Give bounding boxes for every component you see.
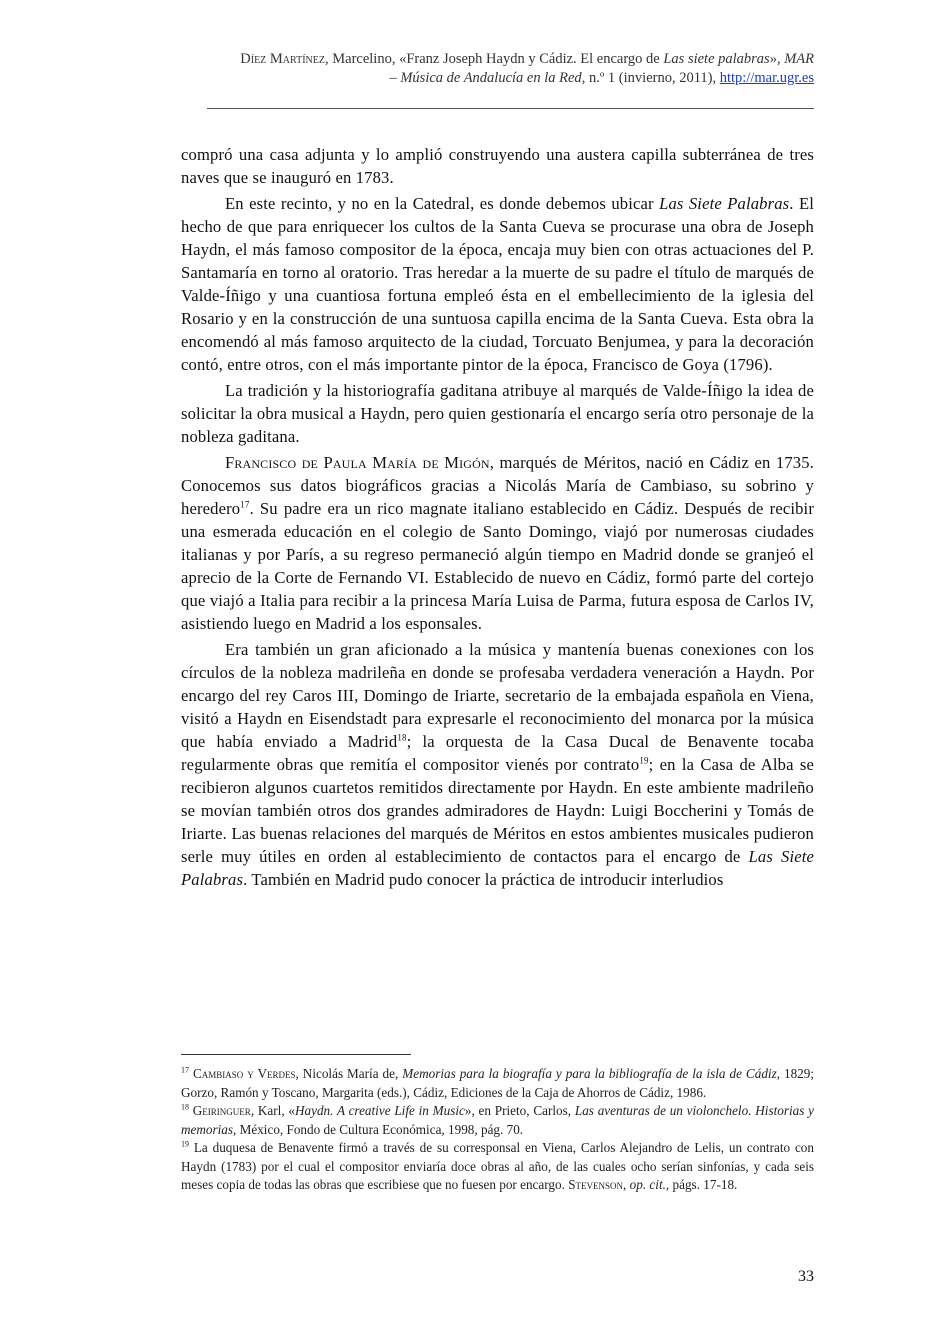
running-header: [150, 50, 814, 88]
paragraph-4-text-a: , marqués de Méritos, nació en Cádiz en 1735. Conocemos sus datos biográficos gracias a Nicolás María de Cambiaso, su sobrino y heredero: [181, 453, 814, 518]
footnote-text: , 1829; Gorzo, Ramón y Toscano, Margarita (eds.), Cádiz, Ediciones de la Caja de Ahorros de Cádiz, 1986.: [181, 1066, 815, 1100]
paragraph-5: [181, 638, 814, 891]
header-journal: MAR: [784, 51, 814, 67]
header-issue: , n.º 1 (invierno, 2011),: [581, 70, 720, 86]
footnote-ref-18[interactable]: 18: [397, 732, 407, 743]
footnote-ref-19[interactable]: 19: [639, 755, 649, 766]
footnote-text: , págs. 17-18.: [665, 1177, 738, 1192]
paragraph-2-text-a: En este recinto, y no en la Catedral, es donde debemos ubicar: [225, 194, 660, 213]
footnote-author: Cambiaso y Verdes: [192, 1066, 296, 1081]
header-journal-subtitle: – Música de Andalucía en la Red: [389, 70, 582, 86]
header-divider: [207, 108, 814, 109]
header-line-1: [150, 50, 814, 69]
paragraph-3: La tradición y la historiografía gaditana atribuye al marqués de Valde-Íñigo la idea de solicitar la obra musical a Haydn, pero quien gestionaría el encargo sería otro personaje de la nobleza gaditana.: [181, 381, 814, 446]
footnote-17: [181, 1065, 814, 1102]
paragraph-5-text-a: Era también un gran aficionado a la música y mantenía buenas conexiones con los círculos de la nobleza madrileña en donde se profesaba verdadera veneración a Haydn. Por encargo del rey Caros III, Domingo de Iriarte, secretario de la embajada española en Viena, visitó a Haydn en Eisendstadt para expresarle el reconocimiento del monarca por la música que había enviado a Madrid: [181, 640, 814, 751]
work-title: Las Siete Palabras: [181, 847, 814, 889]
footnote-title: Memorias para la biografía y para la bibliografía de la isla de Cádiz: [402, 1066, 777, 1081]
paragraph-5-text-b: ; la orquesta de la Casa Ducal de Benavente tocaba regularmente obras que remitía el compositor vienés por contrato: [181, 732, 815, 774]
footnote-abbrev: op. cit.: [629, 1177, 666, 1192]
footnote-number: 19: [181, 1139, 189, 1149]
footnote-number: 17: [181, 1065, 189, 1075]
work-title: Las Siete Palabras: [659, 194, 790, 213]
footnote-title: Las aventuras de un violonchelo. Historias y memorias: [181, 1103, 814, 1137]
header-author-surname: Díez Martínez: [240, 51, 325, 67]
person-name: Francisco de Paula María de Migón: [225, 453, 490, 472]
footnotes: [181, 1065, 814, 1195]
header-url-link[interactable]: http://mar.ugr.es: [719, 70, 814, 86]
footnote-ref-17[interactable]: 17: [240, 499, 250, 510]
paragraph-4: [181, 451, 814, 635]
paragraph-5-text-d: . También en Madrid pudo conocer la práctica de introducir interludios: [243, 870, 724, 889]
footnote-divider: [181, 1054, 411, 1055]
header-line-2: [150, 69, 814, 88]
paragraph-5-text-c: ; en la Casa de Alba se recibieron algunos cuartetos remitidos directamente por Haydn. En este ambiente madrileño se movían también otros dos grandes admiradores de Haydn: Luigi Boccherini y Tomás de Iriarte. Las buenas relaciones del marqués de Méritos en estos ambientes musicales pudieron serle muy útiles en orden al establecimiento de contactos para el encargo de: [181, 755, 815, 866]
paragraph-2-text-b: . El hecho de que para enriquecer los cultos de la Santa Cueva se procurase una obra de Joseph Haydn, el más famoso compositor de la época, encaja muy bien con otras actuaciones del P. Santamaría en torno al oratorio. Tras heredar a la muerte de su padre el título de marqués de Valde-Íñigo y una cuantiosa fortuna empleó ésta en el embellecimiento de la iglesia del Rosario y en la construcción de una suntuosa capilla encima de la Santa Cueva. Esta obra la encomendó al más famoso arquitecto de la ciudad, Torcuato Benjumea, y para la decoración contó, entre otros, con el más importante pintor de la época, Francisco de Goya (1796).: [181, 194, 814, 374]
header-after-title: »,: [769, 51, 785, 67]
footnote-text: », en Prieto, Carlos,: [464, 1103, 575, 1118]
footnote-text: , Karl, «: [250, 1103, 295, 1118]
footnote-text: La duquesa de Benavente firmó a través de su corresponsal en Viena, Carlos Alejandro de Lelis, un contrato con Haydn (1783) por el cual el compositor enviaría doce obras al año, de las cuales ocho serían sinfonías, y cada seis meses copia de todas las obras que escribiese que no fuesen por encargo.: [181, 1140, 814, 1192]
body-text: [181, 143, 814, 894]
footnote-18: [181, 1102, 814, 1139]
footnote-text: ,: [623, 1177, 630, 1192]
footnote-author: Stevenson: [568, 1177, 624, 1192]
footnote-text: , Nicolás María de,: [295, 1066, 403, 1081]
footnote-title: Haydn. A creative Life in Music: [294, 1103, 465, 1118]
paragraph-1: compró una casa adjunta y lo amplió construyendo una austera capilla subterránea de tres naves que se inauguró en 1783.: [181, 145, 814, 187]
footnote-text: , México, Fondo de Cultura Económica, 1998, pág. 70.: [233, 1121, 524, 1137]
header-author-rest: , Marcelino, «Franz Joseph Haydn y Cádiz. El encargo de: [324, 51, 664, 67]
footnote-19: [181, 1139, 814, 1195]
paragraph-2: [181, 192, 814, 376]
footnote-number: 18: [181, 1102, 189, 1112]
header-article-title: Las siete palabras: [663, 51, 770, 67]
footnote-author: Geiringuer: [192, 1103, 251, 1118]
page-number: 33: [798, 1268, 814, 1285]
paragraph-4-text-b: . Su padre era un rico magnate italiano establecido en Cádiz. Después de recibir una esmerada educación en el colegio de Santo Domingo, viajó por numerosas ciudades italianas y por París, a su regreso permaneció algún tiempo en Madrid donde se granjeó el aprecio de la Corte de Fernando VI. Establecido de nuevo en Cádiz, formó parte del cortejo que viajó a Italia para recibir a la princesa María Luisa de Parma, futura esposa de Carlos IV, asistiendo luego en Madrid a los esponsales.: [181, 499, 814, 633]
